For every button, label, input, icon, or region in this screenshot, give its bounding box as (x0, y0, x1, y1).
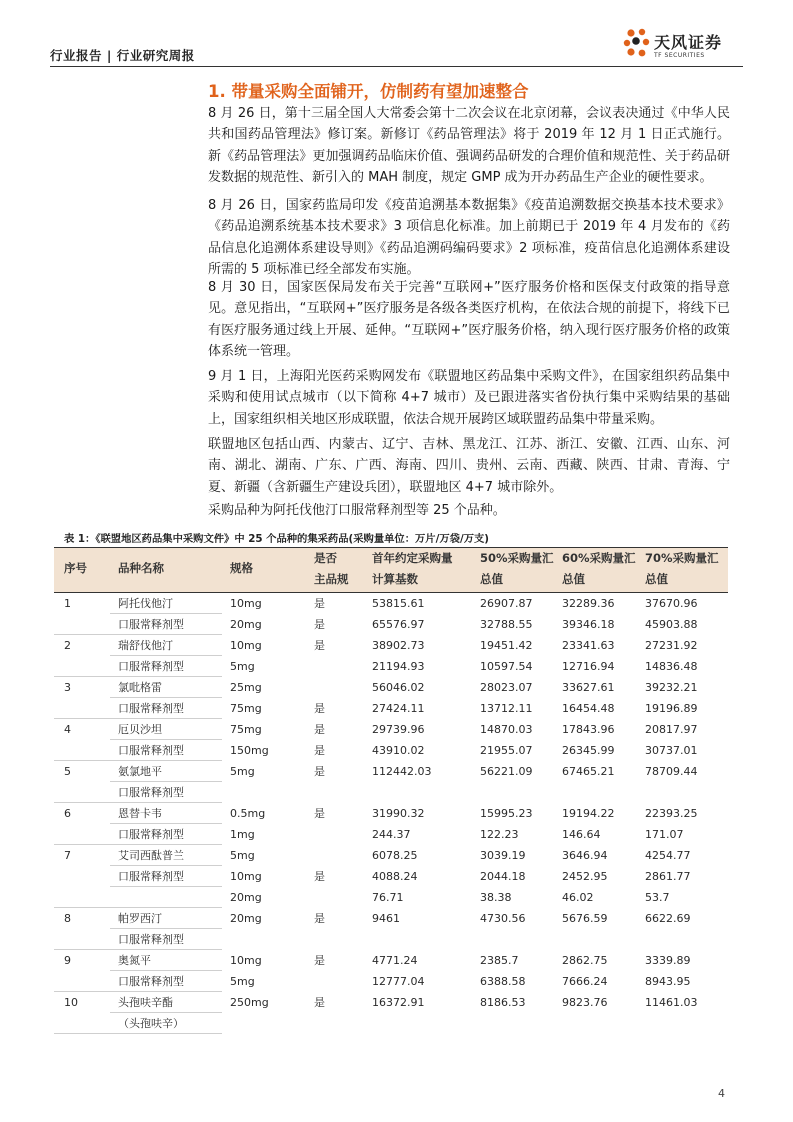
header-p50-2: 总值 (480, 572, 503, 586)
cell-name: （头孢呋辛） (118, 1017, 184, 1030)
table-caption: 表 1：《联盟地区药品集中采购文件》中 25 个品种的集采药品(采购量单位：万片/万袋/万支) (64, 533, 490, 545)
header-name: 品种名称 (118, 561, 164, 575)
cell-no: 4 (64, 723, 71, 736)
cell-p50: 14870.03 (480, 723, 533, 736)
cell-p70: 53.7 (645, 891, 670, 904)
cell-name: 艾司西酞普兰 (118, 849, 184, 862)
section-title: 1. 带量采购全面铺开，仿制药有望加速整合 (208, 82, 529, 101)
cell-spec: 250mg (230, 996, 269, 1009)
cell-base: 56046.02 (372, 681, 425, 694)
cell-p60: 23341.63 (562, 639, 615, 652)
cell-base: 6078.25 (372, 849, 418, 862)
table-row (54, 677, 728, 698)
cell-main: 是 (314, 723, 325, 736)
cell-spec: 10mg (230, 870, 262, 883)
cell-base: 43910.02 (372, 744, 425, 757)
cell-no: 5 (64, 765, 71, 778)
cell-main: 是 (314, 870, 325, 883)
cell-spec: 20mg (230, 618, 262, 631)
cell-main: 是 (314, 597, 325, 610)
cell-p50: 56221.09 (480, 765, 533, 778)
cell-p70: 27231.92 (645, 639, 698, 652)
cell-p70: 4254.77 (645, 849, 691, 862)
header-p50-1: 50%采购量汇 (480, 551, 554, 565)
cell-name: 口服常释剂型 (118, 975, 184, 988)
cell-base: 53815.61 (372, 597, 425, 610)
cell-p70: 2861.77 (645, 870, 691, 883)
cell-p60: 5676.59 (562, 912, 608, 925)
cell-spec: 5mg (230, 975, 255, 988)
cell-no: 7 (64, 849, 71, 862)
cell-spec: 5mg (230, 765, 255, 778)
cell-spec: 25mg (230, 681, 262, 694)
cell-name: 奥氮平 (118, 954, 151, 967)
header-p70-1: 70%采购量汇 (645, 551, 719, 565)
cell-p60: 12716.94 (562, 660, 615, 673)
header-main-2: 主品规 (314, 572, 349, 586)
cell-spec: 10mg (230, 954, 262, 967)
cell-base: 9461 (372, 912, 400, 925)
cell-name: 口服常释剂型 (118, 702, 184, 715)
cell-no: 10 (64, 996, 78, 1009)
cell-p60: 2862.75 (562, 954, 608, 967)
cell-p60: 2452.95 (562, 870, 608, 883)
cell-p60: 3646.94 (562, 849, 608, 862)
cell-p70: 19196.89 (645, 702, 698, 715)
cell-no: 8 (64, 912, 71, 925)
header-no: 序号 (64, 561, 87, 575)
cell-p70: 3339.89 (645, 954, 691, 967)
table-row (54, 866, 728, 887)
cell-base: 76.71 (372, 891, 404, 904)
cell-p70: 39232.21 (645, 681, 698, 694)
cell-base: 29739.96 (372, 723, 425, 736)
cell-name: 口服常释剂型 (118, 870, 184, 883)
table-row (54, 593, 728, 614)
cell-p50: 3039.19 (480, 849, 526, 862)
cell-main: 是 (314, 702, 325, 715)
table-row (54, 992, 728, 1013)
table-row (54, 950, 728, 971)
cell-p60: 26345.99 (562, 744, 615, 757)
cell-main: 是 (314, 807, 325, 820)
cell-spec: 10mg (230, 639, 262, 652)
cell-p70: 78709.44 (645, 765, 698, 778)
table-row (54, 1013, 728, 1034)
cell-spec: 75mg (230, 702, 262, 715)
cell-name: 口服常释剂型 (118, 744, 184, 757)
procurement-table (54, 547, 728, 1034)
cell-base: 12777.04 (372, 975, 425, 988)
cell-p50: 8186.53 (480, 996, 526, 1009)
cell-spec: 0.5mg (230, 807, 266, 820)
cell-spec: 5mg (230, 660, 255, 673)
cell-name: 厄贝沙坦 (118, 723, 162, 736)
cell-main: 是 (314, 765, 325, 778)
header-p60-1: 60%采购量汇 (562, 551, 636, 565)
header-base-1: 首年约定采购量 (372, 551, 453, 565)
paragraph-drug-law: 8 月 26 日，第十三届全国人大常委会第十二次会议在北京闭幕，会议表决通过《中华人民共和国药品管理法》修订案。新修订《药品管理法》将于 2019 年 12 月 1 日正式施行。新《药品管理法》更加强调药品临床价值、强调药品研发的合理价值和规范性、关于药品研发数据的规范性、新引入的 MAH 制度，规定 GMP 成为开办药品生产企业的硬性要求。 (208, 106, 730, 186)
cell-p50: 26907.87 (480, 597, 533, 610)
cell-spec: 10mg (230, 597, 262, 610)
logo-mark-icon (622, 26, 652, 62)
cell-name: 帕罗西汀 (118, 912, 162, 925)
cell-name: 口服常释剂型 (118, 933, 184, 946)
report-type-label: 行业报告 | 行业研究周报 (50, 48, 195, 63)
cell-base: 4771.24 (372, 954, 418, 967)
cell-p70: 45903.88 (645, 618, 698, 631)
page-number: 4 (718, 1087, 725, 1100)
header-base-2: 计算基数 (372, 572, 418, 586)
table-row (54, 929, 728, 950)
cell-p50: 32788.55 (480, 618, 533, 631)
cell-name: 头孢呋辛酯 (118, 996, 173, 1009)
table-header (54, 547, 728, 593)
table-row (54, 719, 728, 740)
table-row (54, 803, 728, 824)
cell-p70: 30737.01 (645, 744, 698, 757)
cell-base: 38902.73 (372, 639, 425, 652)
cell-p70: 20817.97 (645, 723, 698, 736)
table-row (54, 908, 728, 929)
cell-no: 3 (64, 681, 71, 694)
cell-base: 112442.03 (372, 765, 432, 778)
cell-base: 31990.32 (372, 807, 425, 820)
cell-no: 6 (64, 807, 71, 820)
cell-p60: 7666.24 (562, 975, 608, 988)
table-row (54, 698, 728, 719)
logo-name-cn: 天风证券 (654, 33, 723, 52)
header-divider (50, 66, 743, 67)
cell-base: 4088.24 (372, 870, 418, 883)
cell-p60: 9823.76 (562, 996, 608, 1009)
cell-p70: 14836.48 (645, 660, 698, 673)
cell-no: 2 (64, 639, 71, 652)
header-spec: 规格 (230, 561, 253, 575)
cell-p50: 4730.56 (480, 912, 526, 925)
cell-p70: 22393.25 (645, 807, 698, 820)
cell-name: 口服常释剂型 (118, 828, 184, 841)
cell-p60: 39346.18 (562, 618, 615, 631)
cell-p50: 21955.07 (480, 744, 533, 757)
cell-p60: 17843.96 (562, 723, 615, 736)
table-row (54, 656, 728, 677)
cell-name: 恩替卡韦 (118, 807, 162, 820)
table-row (54, 824, 728, 845)
header-p70-2: 总值 (645, 572, 668, 586)
cell-main: 是 (314, 996, 325, 1009)
cell-p60: 33627.61 (562, 681, 615, 694)
table-row (54, 761, 728, 782)
paragraph-internet-plus: 8 月 30 日，国家医保局发布关于完善“互联网+”医疗服务价格和医保支付政策的指导意见。意见指出，“互联网+”医疗服务是各级各类医疗机构，在依法合规的前提下，将线下已有医疗服务通过线上开展、延伸。“互联网+”医疗服务价格，纳入现行医疗服务价格的政策体系统一管理。 (208, 280, 730, 360)
cell-main: 是 (314, 639, 325, 652)
table-row (54, 740, 728, 761)
cell-p70: 11461.03 (645, 996, 698, 1009)
cell-spec: 1mg (230, 828, 255, 841)
paragraph-procurement-varieties: 采购品种为阿托伐他汀口服常释剂型等 25 个品种。 (208, 503, 506, 518)
cell-main: 是 (314, 954, 325, 967)
cell-spec: 20mg (230, 912, 262, 925)
cell-p50: 122.23 (480, 828, 519, 841)
cell-main: 是 (314, 912, 325, 925)
cell-name: 口服常释剂型 (118, 618, 184, 631)
cell-p50: 28023.07 (480, 681, 533, 694)
cell-base: 21194.93 (372, 660, 425, 673)
cell-p70: 6622.69 (645, 912, 691, 925)
paragraph-alliance-regions: 联盟地区包括山西、内蒙古、辽宁、吉林、黑龙江、江苏、浙江、安徽、江西、山东、河南、湖北、湖南、广东、广西、海南、四川、贵州、云南、西藏、陕西、甘肃、青海、宁夏、新疆（含新疆生产建设兵团），联盟地区 4+7 城市除外。 (208, 437, 730, 495)
cell-spec: 75mg (230, 723, 262, 736)
cell-p70: 37670.96 (645, 597, 698, 610)
paragraph-alliance-procurement: 9 月 1 日，上海阳光医药采购网发布《联盟地区药品集中采购文件》，在国家组织药品集中采购和使用试点城市（以下简称 4+7 城市）及已跟进落实省份执行集中采购结果的基础上，国家组织相关地区形成联盟，依法合规开展跨区域联盟药品集中带量采购。 (208, 369, 730, 427)
cell-p60: 146.64 (562, 828, 601, 841)
cell-p50: 19451.42 (480, 639, 533, 652)
cell-name: 口服常释剂型 (118, 786, 184, 799)
cell-p50: 10597.54 (480, 660, 533, 673)
header-main-1: 是否 (314, 551, 337, 565)
table-row (54, 614, 728, 635)
cell-name: 口服常释剂型 (118, 660, 184, 673)
cell-p50: 2385.7 (480, 954, 519, 967)
cell-p50: 15995.23 (480, 807, 533, 820)
cell-p60: 32289.36 (562, 597, 615, 610)
cell-p50: 6388.58 (480, 975, 526, 988)
cell-base: 244.37 (372, 828, 411, 841)
row-rule (54, 1033, 222, 1034)
cell-name: 瑞舒伐他汀 (118, 639, 173, 652)
cell-spec: 5mg (230, 849, 255, 862)
cell-name: 阿托伐他汀 (118, 597, 173, 610)
cell-no: 9 (64, 954, 71, 967)
cell-p50: 38.38 (480, 891, 512, 904)
header-p60-2: 总值 (562, 572, 585, 586)
cell-p70: 171.07 (645, 828, 684, 841)
company-logo (622, 24, 742, 66)
table-row (54, 782, 728, 803)
cell-p60: 46.02 (562, 891, 594, 904)
cell-spec: 150mg (230, 744, 269, 757)
table-row (54, 887, 728, 908)
cell-base: 16372.91 (372, 996, 425, 1009)
table-row (54, 635, 728, 656)
paragraph-vaccine-traceability: 8 月 26 日，国家药监局印发《疫苗追溯基本数据集》《疫苗追溯数据交换基本技术要求》《药品追溯系统基本技术要求》3 项信息化标准。加上前期已于 2019 年 4 月发布的《药品信息化追溯体系建设导则》《药品追溯码编码要求》2 项标准，疫苗信息化追溯体系建设所需的 5 项标准已经全部发布实施。 (208, 198, 730, 278)
cell-p50: 2044.18 (480, 870, 526, 883)
cell-base: 27424.11 (372, 702, 425, 715)
table-row (54, 971, 728, 992)
table-body (54, 593, 728, 1034)
logo-name-en: TF SECURITIES (654, 52, 705, 59)
cell-p70: 8943.95 (645, 975, 691, 988)
cell-name: 氯吡格雷 (118, 681, 162, 694)
cell-base: 65576.97 (372, 618, 425, 631)
cell-spec: 20mg (230, 891, 262, 904)
cell-p60: 67465.21 (562, 765, 615, 778)
table-row (54, 845, 728, 866)
cell-main: 是 (314, 744, 325, 757)
cell-p50: 13712.11 (480, 702, 533, 715)
cell-no: 1 (64, 597, 71, 610)
cell-p60: 16454.48 (562, 702, 615, 715)
cell-name: 氨氯地平 (118, 765, 162, 778)
cell-p60: 19194.22 (562, 807, 615, 820)
cell-main: 是 (314, 618, 325, 631)
